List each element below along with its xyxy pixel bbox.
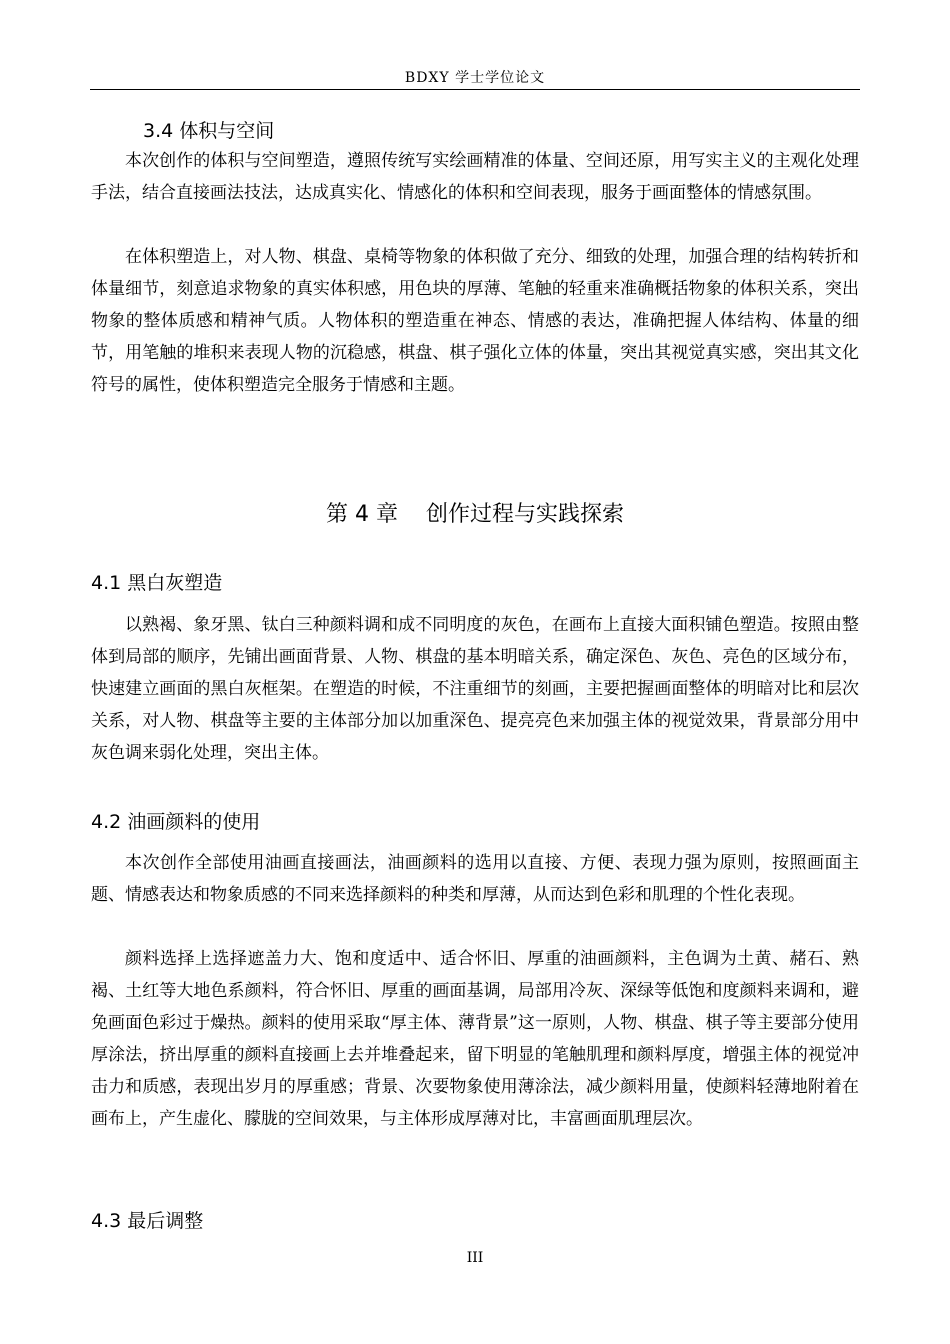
section-4-2-paragraph-2: 颜料选择上选择遮盖力大、饱和度适中、适合怀旧、厚重的油画颜料，主色调为土黄、赭石、熟褐、土红等大地色系颜料，符合怀旧、厚重的画面基调，局部用冷灰、深绿等低饱和度颜料来调和，避免画面色彩过于燥热。颜料的使用采取“厚主体、薄背景”这一原则，人物、棋盘、棋子等主要部分使用厚涂法，挤出厚重的颜料直接画上去并堆叠起来，留下明显的笔触肌理和颜料厚度，增强主体的视觉冲击力和质感，表现出岁月的厚重感；背景、次要物象使用薄涂法，减少颜料用量，使颜料轻薄地附着在画布上，产生虚化、朦胧的空间效果，与主体形成厚薄对比，丰富画面肌理层次。	[91, 949, 859, 1129]
page-number: III	[466, 1250, 484, 1266]
section-3-4-heading: 3.4 体积与空间	[143, 120, 275, 142]
header-rule	[90, 89, 860, 90]
section-4-2-paragraph-1: 本次创作全部使用油画直接画法，油画颜料的选用以直接、方便、表现力强为原则，按照画面主题、情感表达和物象质感的不同来选择颜料的种类和厚薄，从而达到色彩和肌理的个性化表现。	[91, 853, 859, 905]
section-3-4-paragraph-2: 在体积塑造上，对人物、棋盘、桌椅等物象的体积做了充分、细致的处理，加强合理的结构转折和体量细节，刻意追求物象的真实体积感，用色块的厚薄、笔触的轻重来准确概括物象的体积关系，突出物象的整体质感和精神气质。人物体积的塑造重在神态、情感的表达，准确把握人体结构、体量的细节，用笔触的堆积来表现人物的沉稳感，棋盘、棋子强化立体的体量，突出其视觉真实感，突出其文化符号的属性，使体积塑造完全服务于情感和主题。	[91, 247, 859, 395]
section-4-3-heading: 4.3 最后调整	[91, 1210, 204, 1232]
section-4-1-paragraph-1: 以熟褐、象牙黑、钛白三种颜料调和成不同明度的灰色，在画布上直接大面积铺色塑造。按照由整体到局部的顺序，先铺出画面背景、人物、棋盘的基本明暗关系，确定深色、灰色、亮色的区域分布，快速建立画面的黑白灰框架。在塑造的时候，不注重细节的刻画，主要把握画面整体的明暗对比和层次关系，对人物、棋盘等主要的主体部分加以加重深色、提亮亮色来加强主体的视觉效果，背景部分用中灰色调来弱化处理，突出主体。	[91, 615, 859, 763]
running-header: BDXY 学士学位论文	[404, 70, 546, 86]
section-4-1-heading: 4.1 黑白灰塑造	[91, 572, 223, 594]
chapter-4-title: 第 4 章 创作过程与实践探索	[326, 502, 624, 527]
section-4-2-heading: 4.2 油画颜料的使用	[91, 811, 261, 833]
section-3-4-paragraph-1: 本次创作的体积与空间塑造，遵照传统写实绘画精准的体量、空间还原，用写实主义的主观化处理手法，结合直接画法技法，达成真实化、情感化的体积和空间表现，服务于画面整体的情感氛围。	[91, 151, 859, 203]
